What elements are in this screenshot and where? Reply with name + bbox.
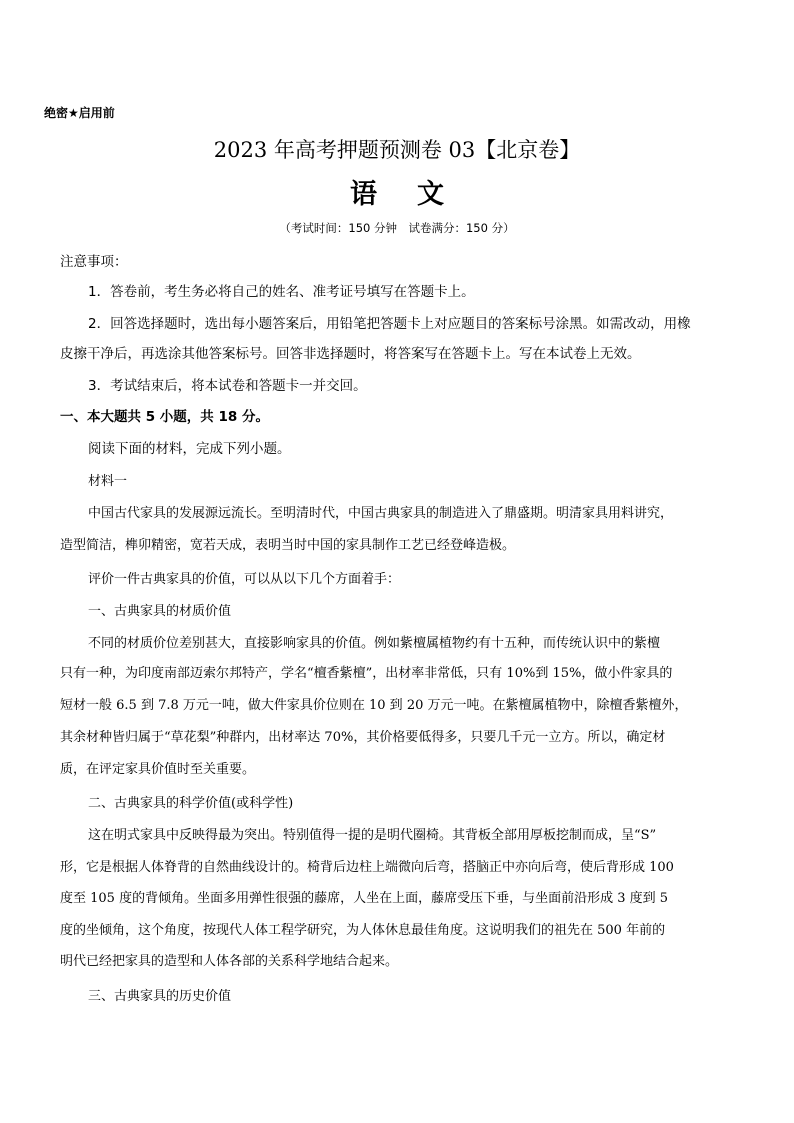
subject-char-right: 文 xyxy=(417,179,444,210)
subject-title xyxy=(0,172,794,211)
paragraph-4-line-3: 度至 105 度的背倾角。坐面多用弹性很强的藤席，人坐在上面，藤席受压下垂，与坐面前沿形成 3 度到 5 xyxy=(60,891,669,906)
notice-item-1: 1．答卷前，考生务必将自己的姓名、准考证号填写在答题卡上。 xyxy=(88,284,475,300)
reading-instruction: 阅读下面的材料，完成下列小题。 xyxy=(88,441,291,457)
paragraph-3-line-5: 质，在评定家具价值时至关重要。 xyxy=(60,762,256,777)
subheading-material-value: 一、古典家具的材质价值 xyxy=(88,604,232,619)
paragraph-3-line-1: 不同的材质价位差别甚大，直接影响家具的价值。例如紫檀属植物约有十五种，而传统认识中的紫檀 xyxy=(88,636,661,651)
paragraph-4-line-4: 度的坐倾角，这个角度，按现代人体工程学研究，为人体休息最佳角度。这说明我们的祖先在 500 年前的 xyxy=(60,923,666,938)
material-label: 材料一 xyxy=(88,474,128,489)
notice-item-2-line-1: 2．回答选择题时，选出每小题答案后，用铅笔把答题卡上对应题目的答案标号涂黑。如需改动，用橡 xyxy=(88,316,691,332)
subheading-historical-value: 三、古典家具的历史价值 xyxy=(88,989,232,1004)
subject-char-left: 语 xyxy=(350,179,377,210)
paragraph-4-line-5: 明代已经把家具的造型和人体各部的关系科学地结合起来。 xyxy=(60,954,399,969)
exam-time-note: （考试时间：150 分钟 试卷满分：150 分） xyxy=(279,221,515,235)
paragraph-2: 评价一件古典家具的价值，可以从以下几个方面着手： xyxy=(88,572,401,587)
paragraph-3-line-2: 只有一种，为印度南部迈索尔邦特产，学名“檀香紫檀”，出材率非常低，只有 10%到 15%，做小件家具的 xyxy=(60,666,673,681)
notice-heading: 注意事项： xyxy=(60,254,128,270)
secret-label: 绝密★启用前 xyxy=(44,106,115,120)
exam-title: 2023 年高考押题预测卷 03【北京卷】 xyxy=(213,138,581,162)
paragraph-4-line-1: 这在明式家具中反映得最为突出。特别值得一提的是明代圈椅。其背板全部用厚板挖制而成，呈“S” xyxy=(88,828,657,843)
paragraph-1-line-2: 造型简洁，榫卯精密，宽若天成，表明当时中国的家具制作工艺已经登峰造极。 xyxy=(60,538,516,553)
notice-item-2-line-2: 皮擦干净后，再选涂其他答案标号。回答非选择题时，将答案写在答题卡上。写在本试卷上无效。 xyxy=(60,346,641,362)
paragraph-3-line-4: 其余材种皆归属于“草花梨”种群内，出材率达 70%，其价格要低得多，只要几千元一立方。所以，确定材 xyxy=(60,730,666,745)
section-heading: 一、本大题共 5 小题，共 18 分。 xyxy=(60,409,269,425)
paragraph-3-line-3: 短材一般 6.5 到 7.8 万元一吨，做大件家具价位则在 10 到 20 万元一吨。在紫檀属植物中，除檀香紫檀外， xyxy=(60,698,688,713)
subheading-scientific-value: 二、古典家具的科学价值(或科学性) xyxy=(88,796,294,811)
notice-item-3: 3．考试结束后，将本试卷和答题卡一并交回。 xyxy=(88,378,367,394)
paragraph-1-line-1: 中国古代家具的发展源远流长。至明清时代，中国古典家具的制造进入了鼎盛期。明清家具用料讲究， xyxy=(88,506,674,521)
paragraph-4-line-2: 形，它是根据人体脊背的自然曲线设计的。椅背后边柱上端微向后弯，搭脑正中亦向后弯，使后背形成 100 xyxy=(60,860,674,875)
